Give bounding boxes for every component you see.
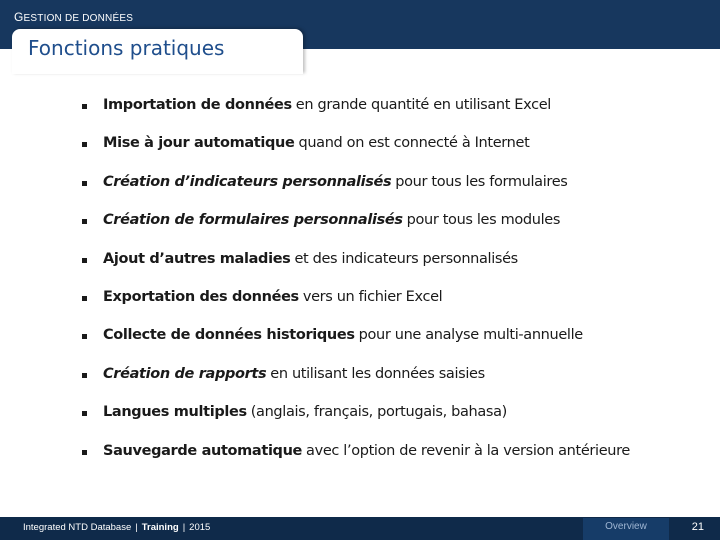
footer-year: 2015 xyxy=(189,522,211,533)
bullet-text: (anglais, français, portugais, bahasa) xyxy=(250,404,507,421)
page-title: Fonctions pratiques xyxy=(28,36,225,60)
overview-link[interactable]: Overview xyxy=(605,521,647,532)
bullet-text: pour une analyse multi-annuelle xyxy=(358,327,583,344)
footer-separator: | xyxy=(135,522,138,533)
section-label-initial: G xyxy=(14,10,24,24)
bullet-item xyxy=(82,174,630,212)
square-bullet-icon xyxy=(82,142,87,147)
footer-separator: | xyxy=(182,522,186,533)
section-label xyxy=(14,10,133,24)
bullet-text: en grande quantité en utilisant Excel xyxy=(295,97,551,113)
bullet-text: avec l’option de revenir à la version antérieure xyxy=(306,442,630,459)
square-bullet-icon xyxy=(82,411,87,416)
square-bullet-icon xyxy=(82,296,87,301)
bullet-emphasis: Création d’indicateurs personnalisés xyxy=(103,173,392,190)
footer-text xyxy=(23,522,210,533)
square-bullet-icon xyxy=(82,258,87,263)
bullet-item xyxy=(82,327,630,365)
square-bullet-icon xyxy=(82,104,87,109)
bullet-item xyxy=(82,97,630,135)
page-number: 21 xyxy=(691,521,704,533)
section-label-rest: ESTION DE DONNÉES xyxy=(23,13,134,24)
bullet-text: pour tous les formulaires xyxy=(395,173,568,190)
bullet-item xyxy=(82,251,630,289)
bullet-emphasis: Collecte de données historiques xyxy=(103,327,355,344)
bullet-item xyxy=(82,212,630,250)
square-bullet-icon xyxy=(82,373,87,378)
square-bullet-icon xyxy=(82,334,87,339)
footer-organization: Integrated NTD Database xyxy=(23,522,132,533)
square-bullet-icon xyxy=(82,450,87,455)
bullet-emphasis: Sauvegarde automatique xyxy=(103,442,303,459)
bullet-emphasis: Importation de données xyxy=(103,97,292,113)
bullet-item xyxy=(82,135,630,173)
bullet-item xyxy=(82,289,630,327)
bullet-item xyxy=(82,366,630,404)
bullet-emphasis: Langues multiples xyxy=(103,404,247,421)
square-bullet-icon xyxy=(82,219,87,224)
square-bullet-icon xyxy=(82,181,87,186)
bullet-item xyxy=(82,443,630,481)
bullet-emphasis: Ajout d’autres maladies xyxy=(103,250,291,267)
bullet-emphasis: Exportation des données xyxy=(103,288,299,305)
bullet-emphasis: Création de rapports xyxy=(103,365,267,382)
bullet-emphasis: Création de formulaires personnalisés xyxy=(103,212,403,229)
bullet-text: vers un fichier Excel xyxy=(302,288,443,305)
bullet-text: et des indicateurs personnalisés xyxy=(294,250,518,267)
bullet-list xyxy=(82,97,630,481)
bullet-item xyxy=(82,404,630,442)
footer-context: Training xyxy=(141,522,179,533)
bullet-emphasis: Mise à jour automatique xyxy=(103,135,295,152)
bullet-text: quand on est connecté à Internet xyxy=(298,135,530,152)
bullet-text: en utilisant les données saisies xyxy=(270,365,485,382)
bullet-text: pour tous les modules xyxy=(406,212,561,229)
